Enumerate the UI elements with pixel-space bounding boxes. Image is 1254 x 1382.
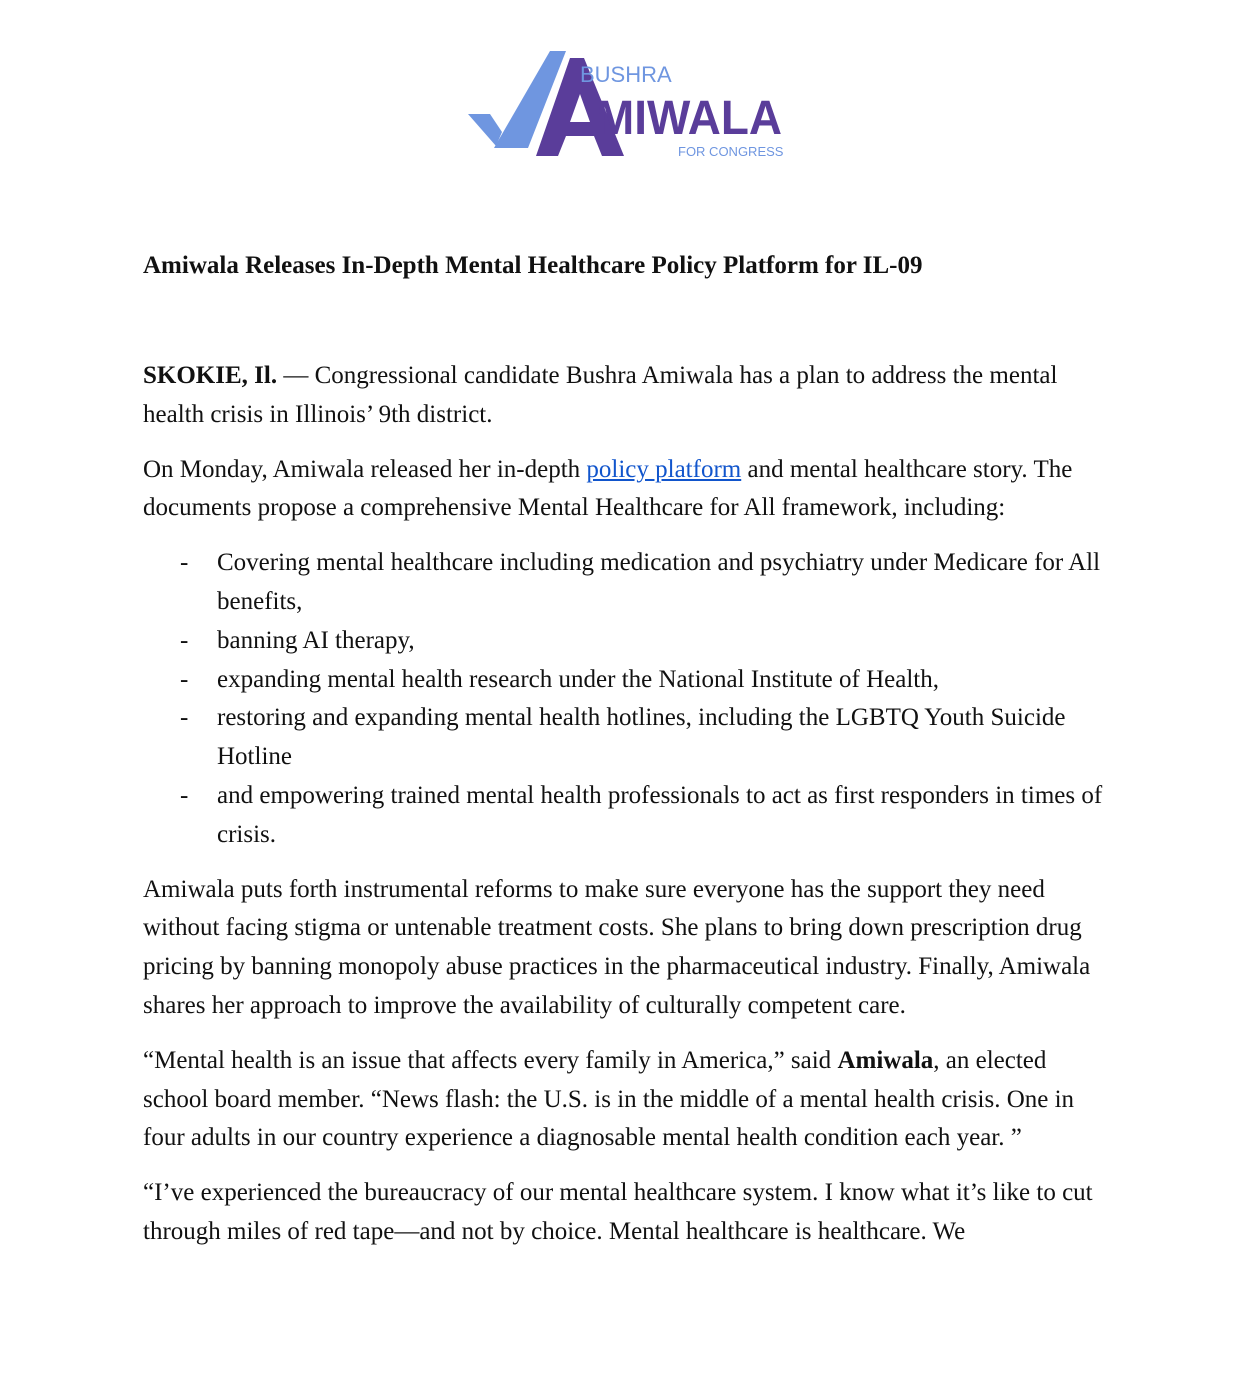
list-item <box>143 622 1108 661</box>
list-item <box>143 544 1108 622</box>
list-item <box>143 699 1108 777</box>
intro-text: — Congressional candidate Bushra Amiwala has a plan to address the mental health crisis in Illinois’ 9th district. <box>143 362 1058 428</box>
list-item <box>143 661 1108 700</box>
press-release-headline: Amiwala Releases In-Depth Mental Healthcare Policy Platform for IL-09 <box>143 252 923 279</box>
bullet-dash: - <box>180 781 189 809</box>
policy-list <box>143 544 1108 854</box>
speaker-name: Amiwala <box>837 1046 934 1074</box>
quote-1-after: , an elected school board member. “News flash: the U.S. is in the middle of a mental health crisis. One in four adults in our country experience a diagnosable mental health condition each year. ” <box>143 1046 1075 1152</box>
list-item-text: Covering mental healthcare including medication and psychiatry under Medicare for All benefits, <box>217 549 1101 615</box>
logo-miwala-text: MIWALA <box>596 92 782 145</box>
press-release-body <box>143 357 1108 1268</box>
list-item-text: expanding mental health research under the National Institute of Health, <box>217 665 939 693</box>
list-item-text: banning AI therapy, <box>217 626 415 654</box>
platform-text-before: On Monday, Amiwala released her in-depth <box>143 455 587 483</box>
logo-for-congress-text: FOR CONGRESS <box>678 144 784 159</box>
paragraph-reforms: Amiwala puts forth instrumental reforms to make sure everyone has the support they need without facing stigma or untenable treatment costs. She plans to bring down prescription drug pricing by banning monopoly abuse practices in the pharmaceutical industry. Finally, Amiwala shares her approach to improve the availability of culturally competent care. <box>143 875 1091 1019</box>
bullet-dash: - <box>180 665 189 693</box>
paragraph-platform <box>143 451 1108 529</box>
list-item-text: and empowering trained mental health professionals to act as first responders in times of crisis. <box>217 781 1103 848</box>
bullet-dash: - <box>180 549 189 577</box>
platform-text-after: and mental healthcare story. The documents propose a comprehensive Mental Healthcare for All framework, including: <box>143 455 1073 522</box>
paragraph-intro <box>143 357 1108 435</box>
paragraph-quote-2: “I’ve experienced the bureaucracy of our mental healthcare system. I know what it’s like to cut through miles of red tape—and not by choice. Mental healthcare is healthcare. We <box>143 1179 1093 1245</box>
logo-bushra-text: BUSHRA <box>580 62 672 87</box>
campaign-logo <box>466 48 788 162</box>
dateline: SKOKIE, Il. <box>143 362 278 389</box>
bullet-dash: - <box>180 704 189 732</box>
bullet-dash: - <box>180 626 189 654</box>
list-item-text: restoring and expanding mental health hotlines, including the LGBTQ Youth Suicide Hotline <box>217 704 1066 771</box>
policy-platform-link[interactable]: policy platform <box>586 455 742 483</box>
quote-1-before: “Mental health is an issue that affects every family in America,” said <box>143 1046 838 1074</box>
list-item <box>143 777 1108 855</box>
logo-checkmark <box>468 114 502 146</box>
paragraph-quote-1 <box>143 1042 1108 1158</box>
